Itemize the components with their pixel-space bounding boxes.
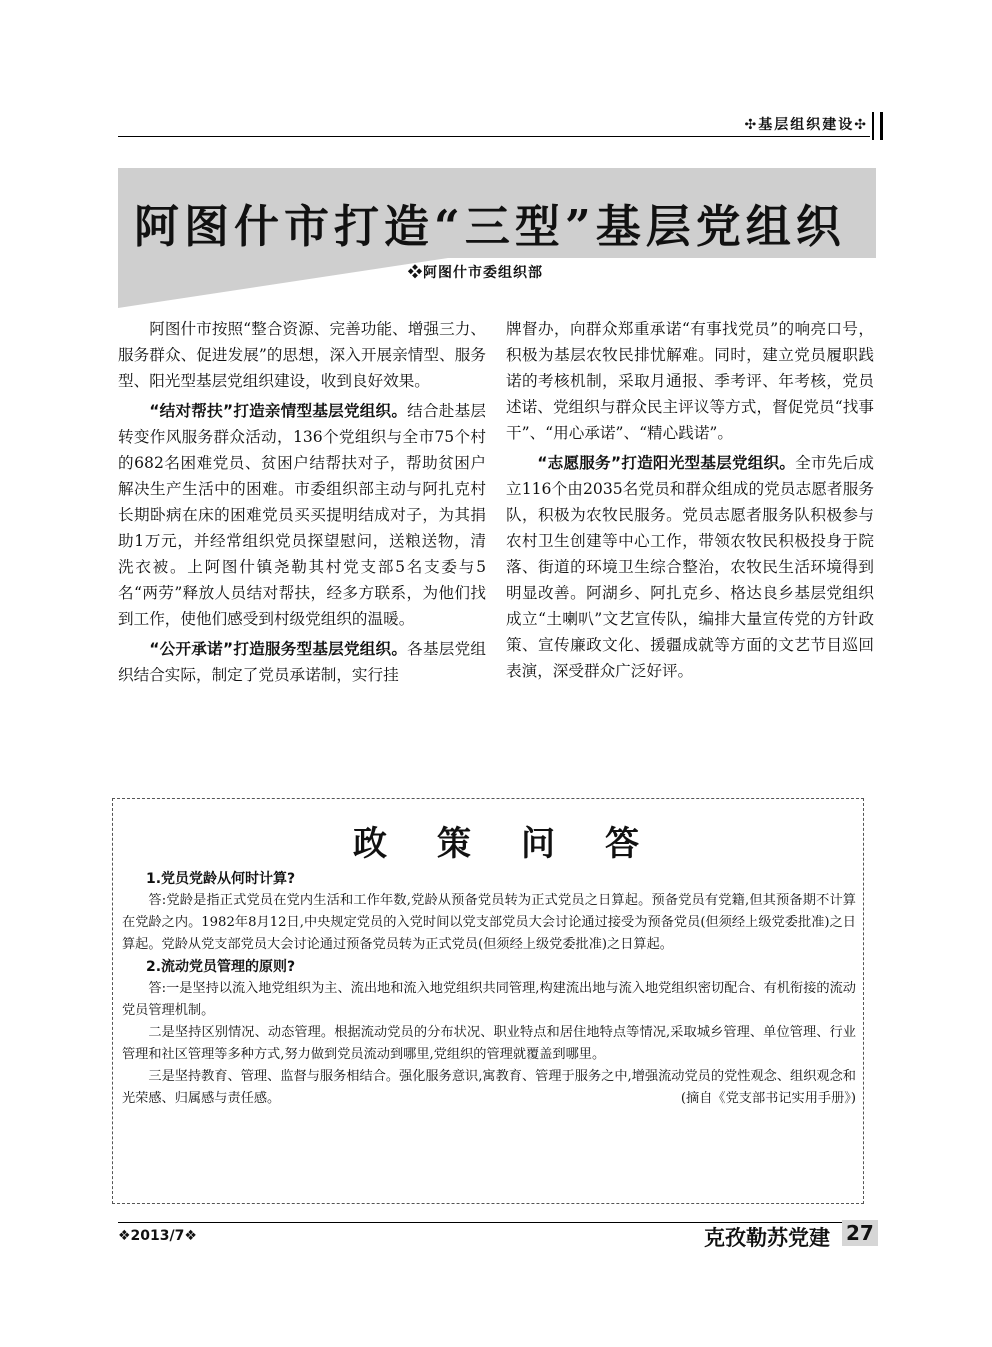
article-right-column [506, 316, 874, 688]
answer-1: 答:党龄是指正式党员在党内生活和工作年数,党龄从预备党员转为正式党员之日算起。预备党员有党籍,但其预备期不计算在党龄之内。1982年8月12日,中央规定党员的入党时间以党支部党员大会讨论通过接受为预备党员(但须经上级党委批准)之日算起。党龄从党支部党员大会讨论通过预备党员转为正式党员(但须经上级党委批准)之日算起。 [122, 893, 856, 952]
article-left-column [118, 316, 486, 692]
paragraph-lead: “结对帮扶”打造亲情型基层党组织。 [149, 402, 408, 420]
paragraph-lead: “公开承诺”打造服务型基层党组织。 [149, 640, 408, 658]
answer-2-part-1: 答:一是坚持以流入地党组织为主、流出地和流入地党组织共同管理,构建流出地与流入地党组织密切配合、有机衔接的流动党员管理机制。 [122, 981, 856, 1018]
question-2: 2.流动党员管理的原则? [146, 959, 296, 975]
article-title: 阿图什市打造“三型”基层党组织 [134, 200, 846, 253]
section-label: ✣基层组织建设✣ [744, 117, 868, 133]
header-rule [118, 136, 870, 137]
paragraph: “公开承诺”打造服务型基层党组织。各基层党组织结合实际，制定了党员承诺制，实行挂 [118, 640, 486, 684]
policy-qa-title: 政策问答 [353, 824, 689, 864]
article-byline: ❖阿图什市委组织部 [408, 265, 543, 281]
question-1: 1.党员党龄从何时计算? [146, 871, 296, 887]
paragraph: 牌督办，向群众郑重承诺“有事找党员”的响亮口号，积极为基层农牧民排忧解难。同时，建立党员履职践诺的考核机制，采取月通报、季考评、年考核，党员述诺、党组织与群众民主评议等方式，督促党员“找事干”、“用心承诺”、“精心践诺”。 [506, 320, 874, 442]
answer-2-part-3: 三是坚持教育、管理、监督与服务相结合。强化服务意识,寓教育、管理于服务之中,增强流动党员的党性观念、组织观念和光荣感、归属感与责任感。 (摘自《党支部书记实用手册》) [122, 1066, 856, 1110]
magazine-name: 克孜勒苏党建 [704, 1225, 830, 1250]
header-bars-decoration [872, 112, 883, 140]
policy-qa-body [122, 868, 856, 1110]
source-citation: (摘自《党支部书记实用手册》) [680, 1091, 856, 1106]
page-number: 27 [842, 1220, 878, 1246]
answer-2-part-2: 二是坚持区别情况、动态管理。根据流动党员的分布状况、职业特点和居住地特点等情况,采取城乡管理、单位管理、行业管理和社区管理等多种方式,努力做到党员流动到哪里,党组织的管理就覆盖到哪里。 [122, 1025, 856, 1062]
paragraph-lead: “志愿服务”打造阳光型基层党组织。 [537, 454, 796, 472]
paragraph: “结对帮扶”打造亲情型基层党组织。结合赴基层转变作风服务群众活动，136个党组织与全市75个村的682名困难党员、贫困户结帮扶对子，帮助贫困户解决生产生活中的困难。市委组织部主动与阿扎克村长期卧病在床的困难党员买买提明结成对子，为其捐助1万元，并经常组织党员探望慰问，送粮送物，清洗衣被。上阿图什镇尧勒其村党支部5名支委与5名“两劳”释放人员结对帮扶，经多方联系，为他们找到工作，使他们感受到村级党组织的温暖。 [118, 402, 486, 628]
issue-number: ❖2013/7❖ [118, 1228, 197, 1244]
paragraph: “志愿服务”打造阳光型基层党组织。全市先后成立116个由2035名党员和群众组成的党员志愿者服务队，积极为农牧民服务。党员志愿者服务队积极参与农村卫生创建等中心工作，带领农牧民积极投身于院落、街道的环境卫生综合整治，农牧民生活环境得到明显改善。阿湖乡、阿扎克乡、格达良乡基层党组织成立“土喇叭”文艺宣传队，编排大量宣传党的方针政策、宣传廉政文化、援疆成就等方面的文艺节目巡回表演，深受群众广泛好评。 [506, 454, 874, 680]
paragraph: 阿图什市按照“整合资源、完善功能、增强三力、服务群众、促进发展”的思想，深入开展亲情型、服务型、阳光型基层党组织建设，收到良好效果。 [118, 320, 486, 390]
